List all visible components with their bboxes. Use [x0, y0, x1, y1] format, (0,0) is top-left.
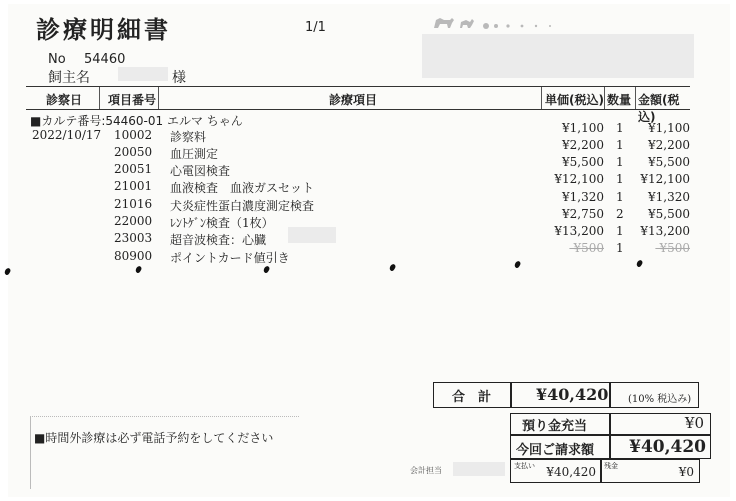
row-item: 犬炎症性蛋白濃度測定検査 — [170, 199, 315, 213]
row-price: ¥2,200 — [562, 138, 604, 152]
col-amount: 金額(税込) — [638, 93, 680, 124]
owner-suffix: 様 — [172, 70, 186, 86]
row-amount: ¥5,500 — [648, 207, 690, 221]
owner-label: 飼主名 — [48, 70, 90, 86]
paid-label: 支払い — [514, 462, 535, 470]
row-qty: 1 — [616, 190, 624, 204]
total-value: ¥40,420 — [536, 385, 609, 404]
col-date: 診察日 — [46, 93, 83, 107]
karte-line: ■カルテ番号:54460-01 エルマ ちゃん — [30, 114, 243, 128]
row-price: ¥1,100 — [562, 121, 604, 135]
row-code: 21016 — [114, 197, 153, 211]
row-item: 血圧測定 — [170, 147, 219, 161]
staff-label: 会計担当 — [410, 466, 442, 475]
row-price: ¥2,750 — [562, 207, 604, 221]
row-code: 21001 — [114, 179, 153, 193]
col-item: 診療項目 — [329, 93, 378, 107]
row-code: 20050 — [114, 145, 153, 159]
col-code: 項目番号 — [108, 93, 157, 107]
row-qty: 1 — [616, 172, 624, 186]
row-qty: 1 — [616, 224, 624, 238]
row-amount: ¥2,200 — [648, 138, 690, 152]
row-qty: 1 — [616, 155, 624, 169]
row-amount: -¥500 — [655, 241, 690, 255]
row-item: 血液検査 血液ガスセット — [170, 181, 315, 195]
item-detail-redacted — [288, 227, 336, 243]
row-item: 診察料 — [170, 130, 207, 144]
row-qty: 1 — [616, 138, 624, 152]
row-price: ¥12,100 — [554, 172, 604, 186]
row-amount: ¥1,320 — [648, 190, 690, 204]
footer-note: ■時間外診療は必ず電話予約をしてください — [34, 431, 274, 445]
row-price: ¥5,500 — [562, 155, 604, 169]
row-code: 22000 — [114, 214, 153, 228]
row-amount: ¥13,200 — [640, 224, 690, 238]
clinic-logo-animals — [430, 14, 565, 32]
row-item: 心電図検査 — [170, 164, 231, 178]
row-price: -¥500 — [569, 241, 604, 255]
row-item: 超音波検査：心臓 — [170, 233, 267, 247]
col-price: 単価(税込) — [545, 93, 604, 107]
row-code: 10002 — [114, 128, 153, 142]
billing-value: ¥40,420 — [629, 437, 706, 457]
tax-note: (10% 税込み) — [628, 394, 692, 405]
billing-label: 今回ご請求額 — [516, 443, 595, 458]
document-title: 診療明細書 — [36, 16, 171, 44]
note-box — [30, 416, 299, 489]
row-code: 23003 — [114, 231, 153, 245]
clinic-info-redacted — [422, 34, 694, 78]
row-qty: 1 — [616, 241, 624, 255]
row-qty: 1 — [616, 121, 624, 135]
row-code: 20051 — [114, 162, 153, 176]
staff-name-redacted — [453, 462, 505, 476]
row-item: ポイントカード値引き — [170, 251, 290, 265]
deposit-value: ¥0 — [684, 414, 704, 432]
total-label: 合 計 — [452, 390, 492, 405]
balance-value: ¥0 — [678, 465, 694, 479]
owner-name-redacted — [118, 67, 168, 81]
visit-date: 2022/10/17 — [32, 128, 102, 142]
row-amount: ¥1,100 — [648, 121, 690, 135]
col-qty: 数量 — [607, 93, 632, 107]
invoice-number: 54460 — [84, 52, 126, 67]
no-label: No — [48, 52, 66, 67]
row-qty: 2 — [616, 207, 624, 221]
row-price: ¥13,200 — [554, 224, 604, 238]
row-price: ¥1,320 — [562, 190, 604, 204]
page-number: 1/1 — [305, 20, 326, 35]
deposit-label: 預り金充当 — [522, 419, 588, 434]
row-item: ﾚﾝﾄｹﾞﾝ検査（1枚） — [170, 216, 274, 230]
balance-label: 残金 — [604, 462, 618, 470]
paid-value: ¥40,420 — [546, 465, 596, 479]
row-amount: ¥12,100 — [640, 172, 690, 186]
row-code: 80900 — [114, 249, 153, 263]
row-amount: ¥5,500 — [648, 155, 690, 169]
